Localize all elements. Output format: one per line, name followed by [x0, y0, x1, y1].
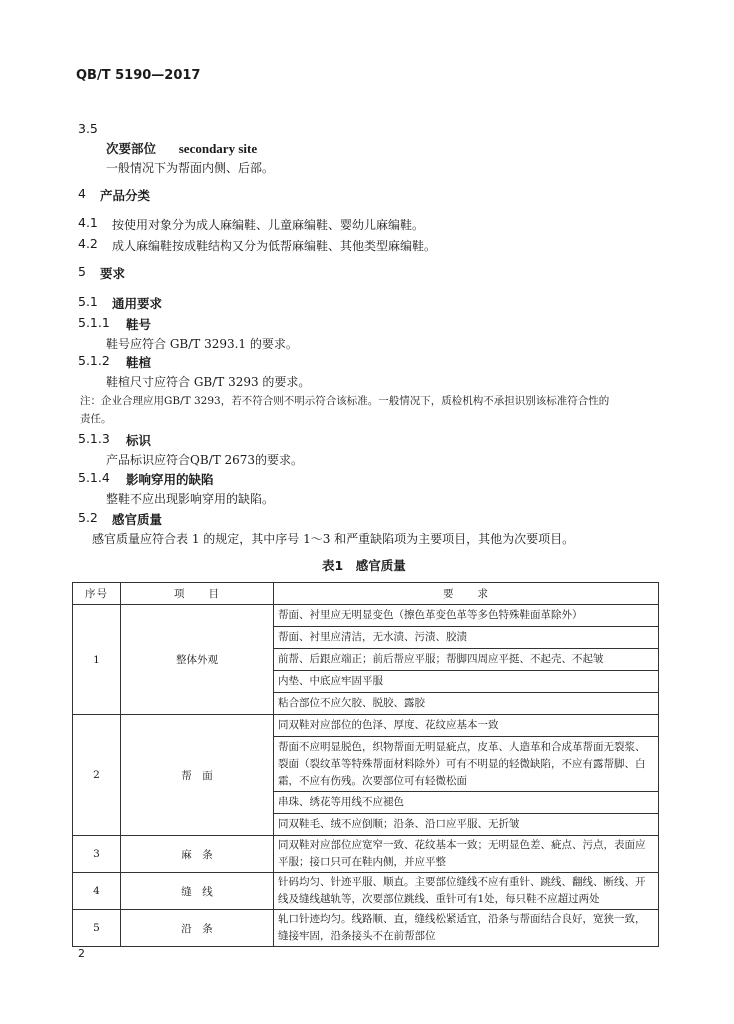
table-row	[73, 605, 659, 627]
clause-4-2-number: 4.2	[78, 236, 98, 251]
clause-5-1-title: 通用要求	[112, 296, 163, 311]
term-en: secondary site	[178, 141, 258, 156]
requirement-cell: 同双鞋对应部位的色泽、厚度、花纹应基本一致	[274, 715, 659, 737]
section-4-title: 产品分类	[100, 188, 151, 203]
clause-5-1-2-note-line1: 注：企业合理应用GB/T 3293，若不符合则不明示符合该标准。一般情况下，质检机构不承担识别该标准符合性的	[80, 395, 610, 407]
row-no: 3	[73, 836, 121, 873]
section-5-number: 5	[78, 264, 86, 279]
clause-5-1-4-title: 影响穿用的缺陷	[126, 472, 214, 487]
clause-5-1-2-note-line2: 责任。	[80, 413, 112, 425]
clause-5-2-title: 感官质量	[112, 512, 163, 527]
requirement-cell: 同双鞋毛、绒不应倒顺；沿条、沿口应平服、无折皱	[274, 814, 659, 836]
clause-5-1-1-title: 鞋号	[126, 317, 152, 332]
table-row	[73, 715, 659, 737]
clause-5-1-number: 5.1	[78, 294, 98, 309]
row-no: 4	[73, 873, 121, 910]
clause-3-5-definition: 一般情况下为帮面内侧、后部。	[106, 161, 275, 175]
header-req: 要 求	[274, 583, 659, 605]
sensory-quality-table	[72, 582, 659, 947]
page-number: 2	[78, 947, 85, 960]
clause-4-1-number: 4.1	[78, 215, 98, 230]
row-no: 2	[73, 715, 121, 836]
standard-code-header: QB/T 5190—2017	[76, 68, 201, 83]
clause-5-1-2-number: 5.1.2	[78, 353, 110, 368]
clause-4-2-text: 成人麻编鞋按成鞋结构又分为低帮麻编鞋、其他类型麻编鞋。	[112, 239, 437, 253]
table-row	[73, 910, 659, 947]
clause-4-1-text: 按使用对象分为成人麻编鞋、儿童麻编鞋、婴幼儿麻编鞋。	[112, 218, 425, 232]
section-5-title: 要求	[100, 266, 126, 281]
clause-5-1-4-text: 整鞋不应出现影响穿用的缺陷。	[106, 492, 275, 506]
requirement-cell: 内垫、中底应牢固平服	[274, 671, 659, 693]
row-item: 帮 面	[121, 715, 274, 836]
row-no: 5	[73, 910, 121, 947]
clause-5-1-2-text: 鞋楦尺寸应符合 GB/T 3293 的要求。	[106, 375, 311, 389]
clause-5-2-number: 5.2	[78, 510, 98, 525]
term-zh: 次要部位	[106, 141, 157, 156]
row-no: 1	[73, 605, 121, 715]
row-item: 麻 条	[121, 836, 274, 873]
clause-5-1-1-number: 5.1.1	[78, 315, 110, 330]
requirement-cell: 针码均匀、针迹平服、顺直。主要部位缝线不应有重针、跳线、翻线、断线、开线及缝线越轨等，次要部位跳线、重针可有1处，每只鞋不应超过两处	[274, 873, 659, 910]
clause-5-2-text: 感官质量应符合表 1 的规定，其中序号 1～3 和严重缺陷项为主要项目，其他为次要项目。	[92, 532, 575, 546]
clause-5-1-2-title: 鞋楦	[126, 355, 152, 370]
clause-5-1-3-text: 产品标识应符合QB/T 2673的要求。	[106, 453, 304, 467]
requirement-cell: 帮面不应明显脱色，织物帮面无明显疵点，皮革、人造革和合成革帮面无裂浆、裂面（裂纹革等特殊帮面材料除外）可有不明显的轻微缺陷，不应有露帮脚、白霜，不应有伤残。次要部位可有轻微松面	[274, 737, 659, 792]
requirement-cell: 粘合部位不应欠胶、脱胶、露胶	[274, 693, 659, 715]
row-item: 整体外观	[121, 605, 274, 715]
clause-3-5-number: 3.5	[78, 121, 98, 136]
clause-5-1-3-title: 标识	[126, 433, 152, 448]
table-row	[73, 873, 659, 910]
header-no: 序号	[73, 583, 121, 605]
requirement-cell: 同双鞋对应部位应宽窄一致、花纹基本一致；无明显色差、疵点、污点，表面应平服；接口只可在鞋内侧，并应平整	[274, 836, 659, 873]
table-header-row	[73, 583, 659, 605]
clause-5-1-1-text: 鞋号应符合 GB/T 3293.1 的要求。	[106, 337, 298, 351]
requirement-cell: 轧口针迹均匀。线路顺、直，缝线松紧适宜，沿条与帮面结合良好，宽狭一致，缝接牢固，沿条接头不在前帮部位	[274, 910, 659, 947]
table-row	[73, 836, 659, 873]
row-item: 缝 线	[121, 873, 274, 910]
clause-5-1-3-number: 5.1.3	[78, 431, 110, 446]
requirement-cell: 帮面、衬里应无明显变色（擦色革变色革等多色特殊鞋面革除外）	[274, 605, 659, 627]
row-item: 沿 条	[121, 910, 274, 947]
section-4-number: 4	[78, 186, 86, 201]
clause-5-1-4-number: 5.1.4	[78, 470, 110, 485]
clause-3-5-term	[106, 139, 257, 157]
header-item: 项 目	[121, 583, 274, 605]
requirement-cell: 前帮、后跟应端正；前后帮应平服；帮脚四周应平挺、不起壳、不起皱	[274, 649, 659, 671]
requirement-cell: 帮面、衬里应清洁，无水渍、污渍、胶渍	[274, 627, 659, 649]
table-caption: 表1 感官质量	[322, 558, 406, 573]
requirement-cell: 串珠、绣花等用线不应褪色	[274, 792, 659, 814]
